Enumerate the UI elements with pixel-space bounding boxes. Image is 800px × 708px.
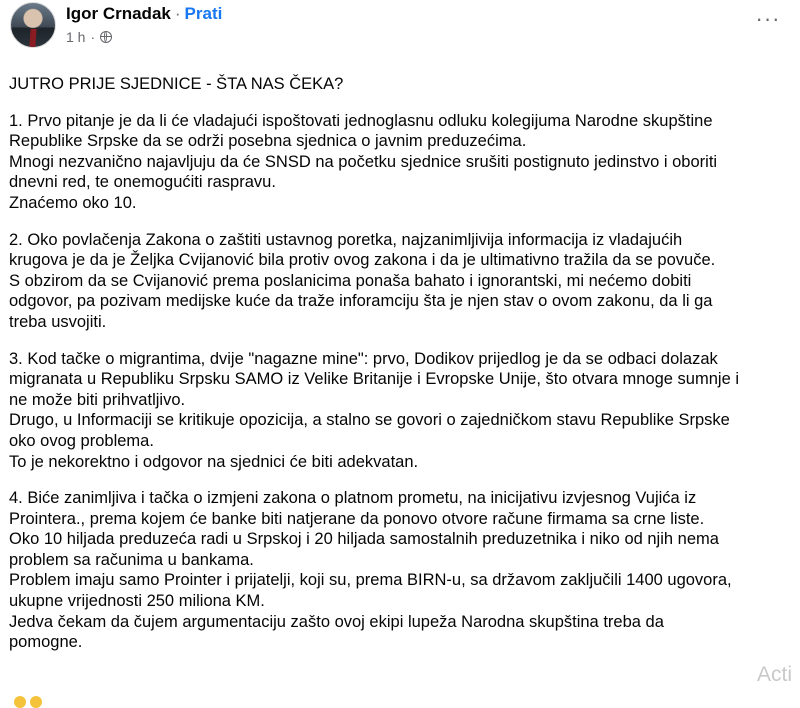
globe-icon[interactable] [100,31,112,43]
paragraph-3-line: 3. Kod tačke o migrantima, dvije "nagazne mine": prvo, Dodikov prijedlog je da se odbaci dolazak [9,349,718,368]
paragraph-1-line: Znaćemo oko 10. [9,193,137,212]
paragraph-4-line: problem sa računima u bankama. [9,550,254,569]
paragraph-3-line: ne može biti prihvatljivo. [9,390,186,409]
author-separator: · [174,4,181,23]
meta-separator: · [90,29,96,45]
paragraph-2-line: S obzirom da se Cvijanović prema poslanicima ponaša bahato i ignorantski, mi nećemo dobiti [9,271,692,290]
follow-button[interactable]: Prati [184,4,223,23]
paragraph-2-line: krugova je da je Željka Cvijanović bila protiv ovog zakona i da je ultimativno tražila da se povuče. [9,251,716,270]
more-options-button[interactable]: ··· [755,6,781,31]
avatar-tie-detail [29,29,36,47]
paragraph-4-line: Jedva čekam da čujem argumentaciju zašto ovoj ekipi lupeža Narodna skupština treba da [9,612,664,631]
paragraph-4-line: ukupne vrijednosti 250 miliona KM. [9,592,265,611]
paragraph-2-line: treba usvojiti. [9,312,107,331]
paragraph-3-line: To je nekorektno i odgovor na sjednici će biti adekvatan. [9,452,419,471]
author-line [66,3,222,25]
spacer [9,58,799,74]
spacer [9,214,799,230]
windows-activation-watermark: Acti [757,663,793,686]
spacer [9,333,799,349]
spacer [9,95,799,111]
paragraph-4-line: Prointera., prema kojem će banke biti natjerane da ponovo otvore račune firmama sa crne liste. [9,509,705,528]
paragraph-3-line: migranata u Republiku Srpsku SAMO iz Velike Britanije i Evropske Unije, što otvara mnoge sumnje i [9,370,739,389]
spacer [9,472,799,488]
post-header [0,0,800,58]
paragraph-4-line: 4. Biće zanimljiva i tačka o izmjeni zakona o platnom prometu, na inicijativu izvjesnog Vujića iz [9,489,697,508]
paragraph-2-line: 2. Oko povlačenja Zakona o zaštiti ustavnog poretka, najzanimljivija informacija iz vladajućih [9,230,683,249]
reaction-icon [30,696,42,708]
post-title: JUTRO PRIJE SJEDNICE - ŠTA NAS ČEKA? [9,75,344,93]
post-timestamp[interactable]: 1 h [66,29,86,45]
author-avatar[interactable] [10,2,56,48]
author-name[interactable]: Igor Crnadak [66,4,171,23]
paragraph-1-line: Mnogi nezvanično najavljuju da će SNSD na početku sjednice srušiti postignuto jedinstvo i oboriti [9,152,718,171]
post-meta [66,29,112,45]
paragraph-1-line: dnevni red, te onemogućiti raspravu. [9,173,276,192]
paragraph-4-line: pomogne. [9,633,83,652]
paragraph-1-line: 1. Prvo pitanje je da li će vladajući ispoštovati jednoglasnu odluku kolegijuma Narodne skupštine [9,111,713,130]
paragraph-2-line: odgovor, pa pozivam medijske kuće da traže inforamciju šta je njen stav o ovom zakonu, da li ga [9,292,713,311]
paragraph-3-line: Drugo, u Informaciji se kritikuje opozicija, a stalno se govori o zajedničkom stavu Republike Srpske [9,411,730,430]
paragraph-4-line: Oko 10 hiljada preduzeća radi u Srpskoj i 20 hiljada samostalnih preduzetnika i niko od njih nema [9,530,719,549]
paragraph-4-line: Problem imaju samo Prointer i prijatelji, koji su, prema BIRN-u, sa državom zaključili 1400 ugovora, [9,571,732,590]
reaction-icons[interactable] [14,696,66,708]
post-body [9,58,799,653]
paragraph-1-line: Republike Srpske da se održi posebna sjednica o javnim preduzećima. [9,132,527,151]
reaction-icon [14,696,26,708]
paragraph-3-line: oko ovog problema. [9,431,154,450]
